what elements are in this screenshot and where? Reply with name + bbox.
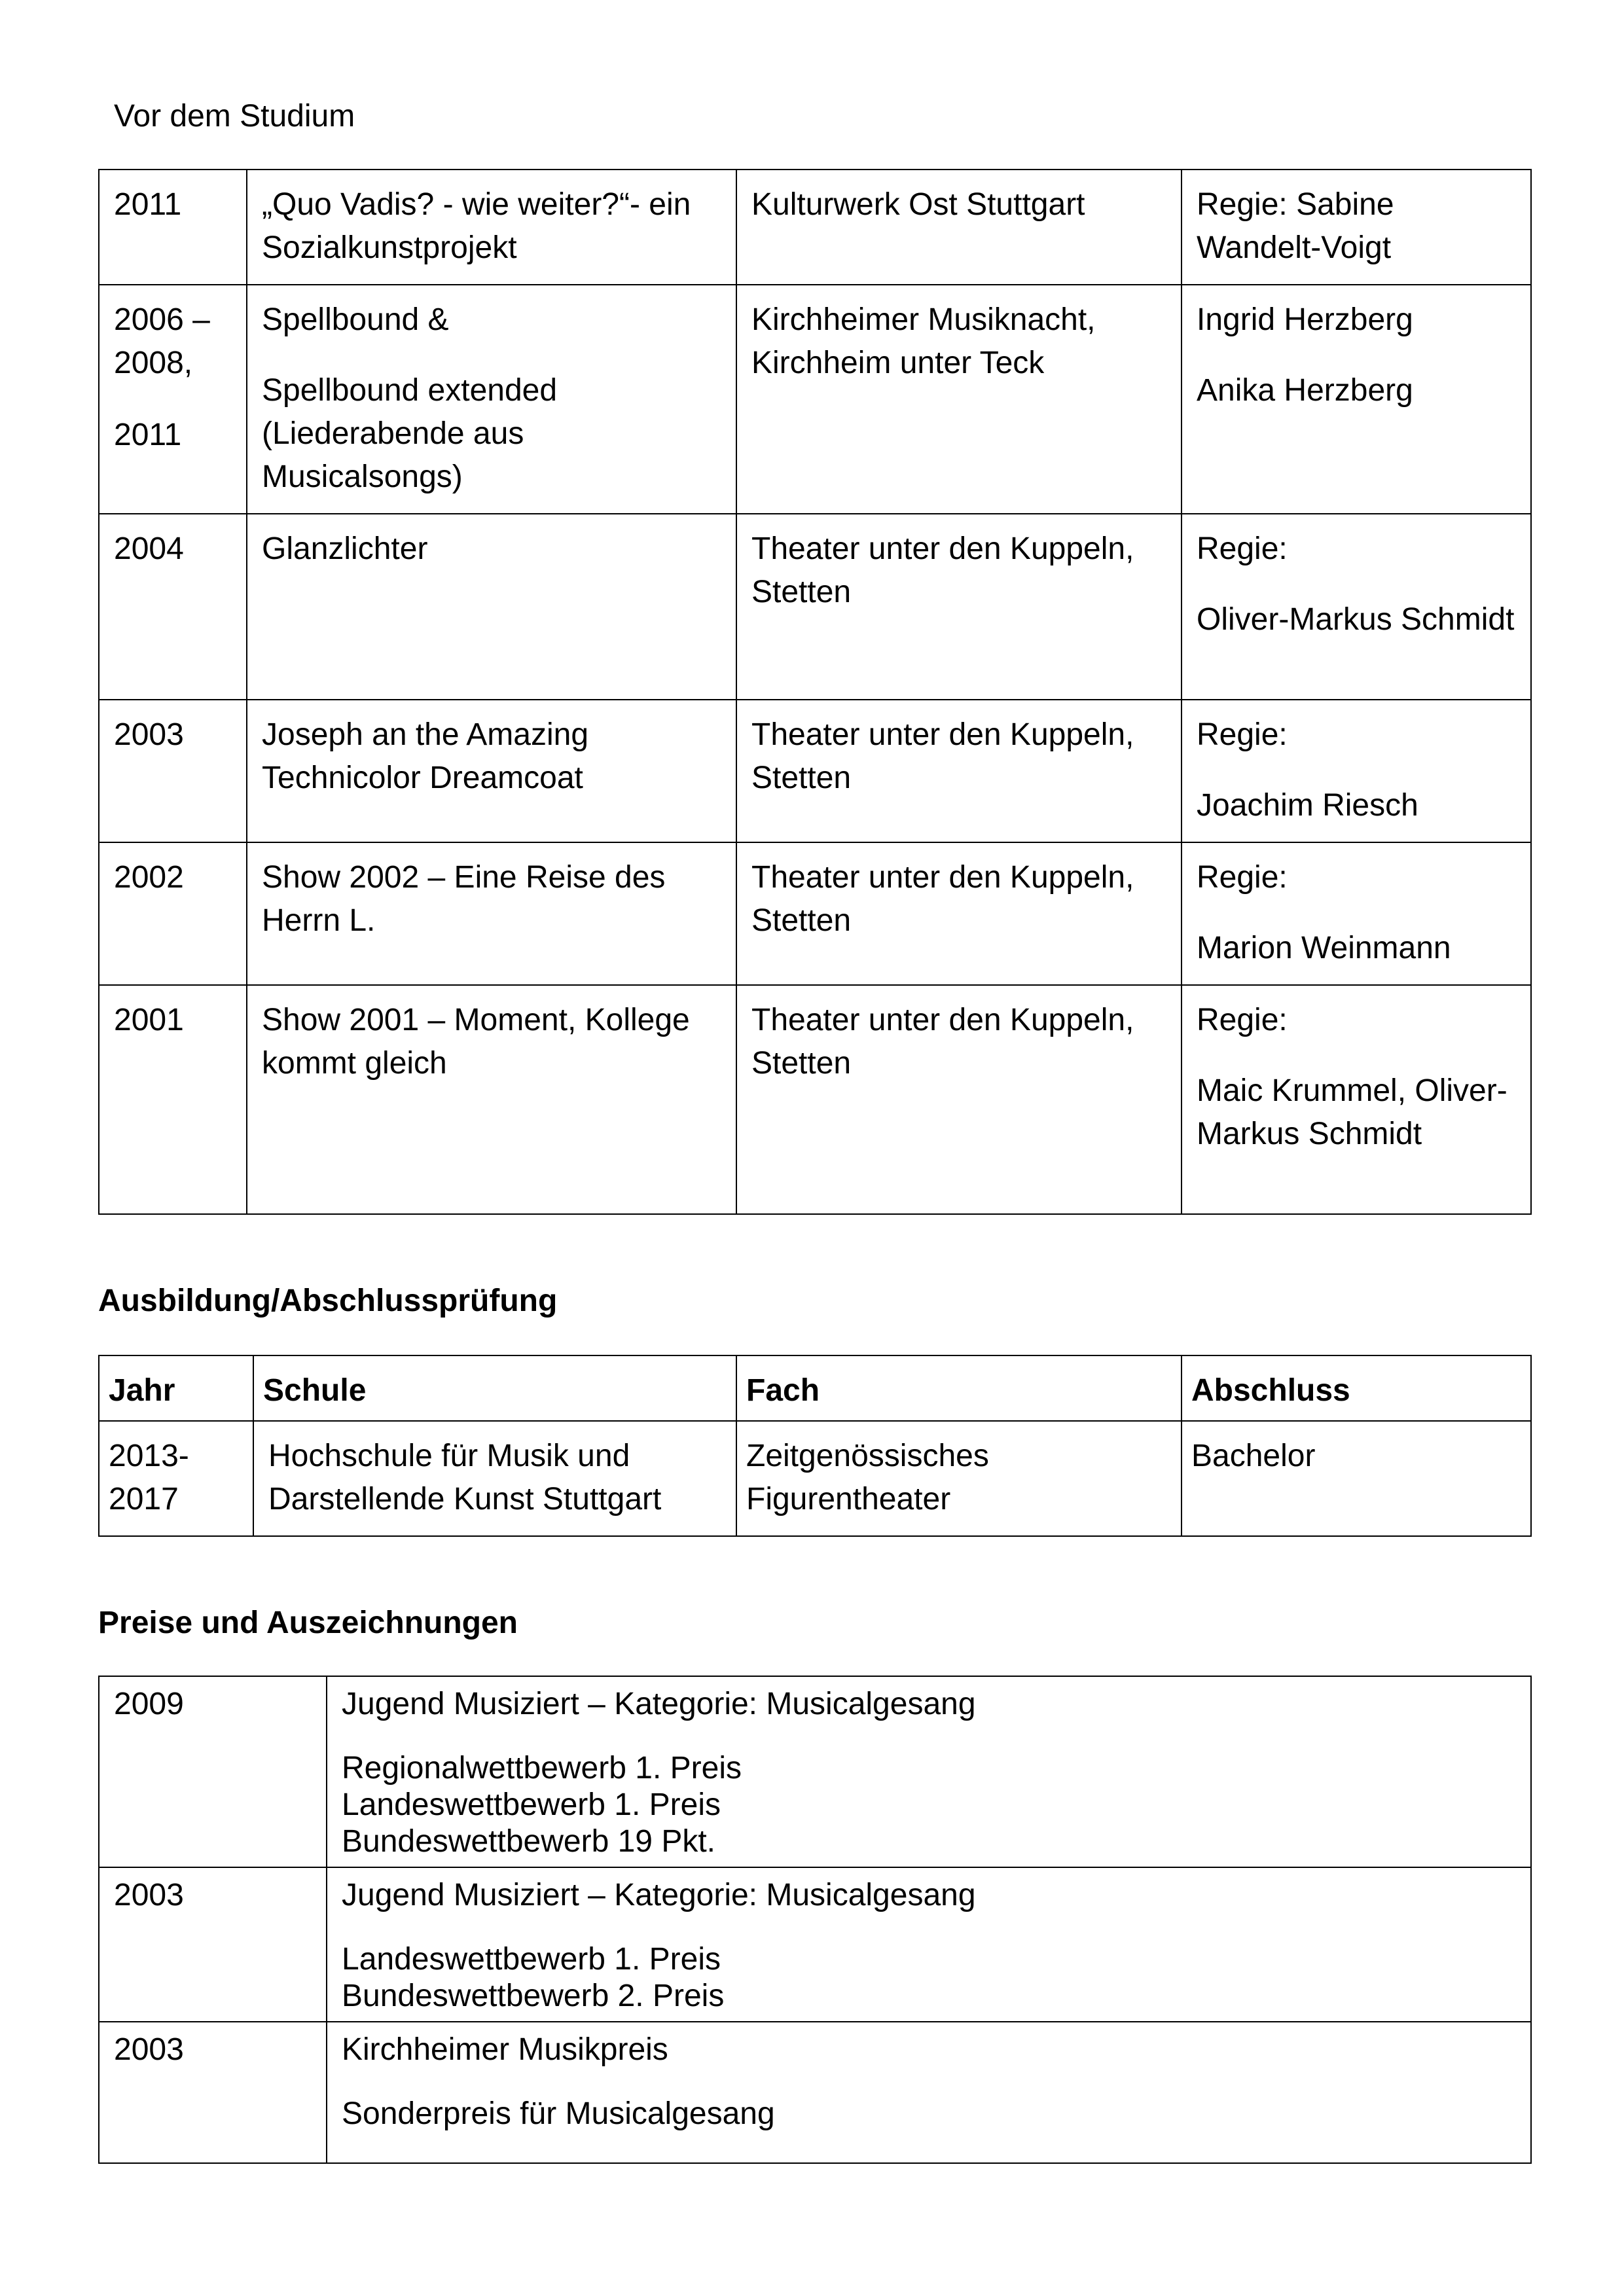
table-row	[99, 514, 1531, 700]
direction-cell: Regie: Sabine Wandelt-Voigt	[1182, 170, 1531, 285]
year-cell: 2001	[99, 985, 247, 1214]
table-row	[99, 842, 1531, 985]
table-row	[99, 1421, 1531, 1536]
subject-cell: Zeitgenössisches Figurentheater	[736, 1421, 1182, 1536]
venue-cell: Theater unter den Kuppeln, Stetten	[736, 842, 1182, 985]
venue-cell: Theater unter den Kuppeln, Stetten	[736, 514, 1182, 700]
table-row	[99, 1867, 1531, 2022]
title-cell: Show 2002 – Eine Reise des Herrn L.	[247, 842, 736, 985]
year-cell: 2003	[99, 2022, 327, 2163]
direction-cell: Regie: Oliver-Markus Schmidt	[1182, 514, 1531, 700]
venue-cell: Kulturwerk Ost Stuttgart	[736, 170, 1182, 285]
table-row	[99, 285, 1531, 514]
column-header-fach: Fach	[736, 1355, 1182, 1421]
venue-cell: Theater unter den Kuppeln, Stetten	[736, 985, 1182, 1214]
table-row	[99, 170, 1531, 285]
title-cell: Show 2001 – Moment, Kollege kommt gleich	[247, 985, 736, 1214]
table-row	[99, 700, 1531, 842]
section-heading-ausbildung: Ausbildung/Abschlussprüfung	[98, 1283, 558, 1318]
year-cell: 2002	[99, 842, 247, 985]
awards-table	[98, 1676, 1532, 2164]
award-cell: Kirchheimer Musikpreis Sonderpreis für Musicalgesang	[327, 2022, 1531, 2163]
direction-cell: Regie: Joachim Riesch	[1182, 700, 1531, 842]
venue-cell: Theater unter den Kuppeln, Stetten	[736, 700, 1182, 842]
year-cell: 2003	[99, 700, 247, 842]
title-cell: „Quo Vadis? - wie weiter?“- ein Sozialkunstprojekt	[247, 170, 736, 285]
title-cell: Spellbound & Spellbound extended (Liederabende aus Musicalsongs)	[247, 285, 736, 514]
direction-cell: Regie: Maic Krummel, Oliver-Markus Schmidt	[1182, 985, 1531, 1214]
year-cell: 2013-2017	[99, 1421, 253, 1536]
performances-table	[98, 169, 1532, 1215]
year-cell: 2004	[99, 514, 247, 700]
award-cell: Jugend Musiziert – Kategorie: Musicalgesang Regionalwettbewerb 1. Preis Landeswettbewerb 1. Preis Bundeswettbewerb 19 Pkt.	[327, 1676, 1531, 1867]
direction-cell: Ingrid Herzberg Anika Herzberg	[1182, 285, 1531, 514]
degree-cell: Bachelor	[1182, 1421, 1531, 1536]
direction-cell: Regie: Marion Weinmann	[1182, 842, 1531, 985]
title-cell: Joseph an the Amazing Technicolor Dreamcoat	[247, 700, 736, 842]
school-cell: Hochschule für Musik und Darstellende Kunst Stuttgart	[253, 1421, 736, 1536]
table-header-row	[99, 1355, 1531, 1421]
column-header-schule: Schule	[253, 1355, 736, 1421]
table-row	[99, 2022, 1531, 2163]
year-cell: 2011	[99, 170, 247, 285]
year-cell: 2003	[99, 1867, 327, 2022]
year-cell: 2006 – 2008, 2011	[99, 285, 247, 514]
column-header-abschluss: Abschluss	[1182, 1355, 1531, 1421]
table-row	[99, 1676, 1531, 1867]
award-cell: Jugend Musiziert – Kategorie: Musicalgesang Landeswettbewerb 1. Preis Bundeswettbewerb 2. Preis	[327, 1867, 1531, 2022]
section-heading-vor-dem-studium: Vor dem Studium	[114, 99, 355, 134]
venue-cell: Kirchheimer Musiknacht, Kirchheim unter Teck	[736, 285, 1182, 514]
year-cell: 2009	[99, 1676, 327, 1867]
column-header-jahr: Jahr	[99, 1355, 253, 1421]
education-table	[98, 1355, 1532, 1537]
section-heading-preise: Preise und Auszeichnungen	[98, 1605, 518, 1640]
table-row	[99, 985, 1531, 1214]
title-cell: Glanzlichter	[247, 514, 736, 700]
